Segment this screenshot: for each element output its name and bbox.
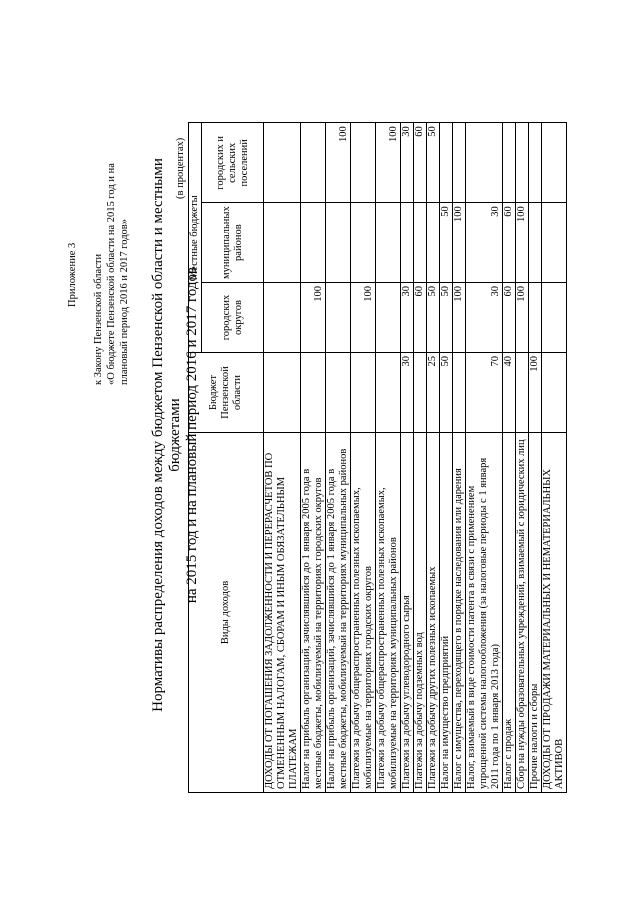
municipal-value-cell bbox=[301, 203, 326, 283]
table-row bbox=[351, 123, 376, 793]
regional-value-cell bbox=[516, 353, 529, 433]
revenue-type-cell: Платежи за добычу общераспространенных полезных ископаемых, мобилизуемые на территориях муниципальных районов bbox=[376, 433, 401, 793]
table-row bbox=[466, 123, 503, 793]
table-row bbox=[301, 123, 326, 793]
table-row bbox=[376, 123, 401, 793]
urban-value-cell: 100 bbox=[453, 283, 466, 353]
regional-value-cell: 25 bbox=[427, 353, 440, 433]
urban-value-cell: 100 bbox=[301, 283, 326, 353]
settlements-value-cell bbox=[351, 123, 376, 203]
settlements-value-cell bbox=[529, 123, 542, 203]
municipal-value-cell bbox=[326, 203, 351, 283]
urban-value-cell: 50 bbox=[440, 283, 453, 353]
unit-label: (в процентах) bbox=[175, 137, 186, 199]
regional-value-cell: 30 bbox=[401, 353, 414, 433]
municipal-value-cell: 100 bbox=[516, 203, 529, 283]
urban-value-cell bbox=[326, 283, 351, 353]
revenue-type-cell: Платежи за добычу общераспространенных полезных ископаемых, мобилизуемые на территориях городских округов bbox=[351, 433, 376, 793]
revenue-type-cell: Налог на прибыль организаций, зачислявшийся до 1 января 2005 года в местные бюджеты, мобилизуемый на территориях городских округов bbox=[301, 433, 326, 793]
revenue-norms-table bbox=[188, 122, 567, 793]
settlements-value-cell: 100 bbox=[376, 123, 401, 203]
settlements-value-cell bbox=[516, 123, 529, 203]
urban-value-cell bbox=[376, 283, 401, 353]
header-settlements: городских и сельских поселений bbox=[202, 123, 264, 203]
urban-value-cell: 60 bbox=[503, 283, 516, 353]
title-line-1: Нормативы распределения доходов между бюджетом Пензенской области и местными бюджетами bbox=[150, 158, 183, 712]
revenue-type-cell: Налог, взимаемый в виде стоимости патента в связи с применением упрощенной системы налогообложения (за налоговые периоды с 1 января 2011 года по 1 января 2013 года) bbox=[466, 433, 503, 793]
revenue-type-cell: Платежи за добычу углеводородного сырья bbox=[401, 433, 414, 793]
header-regional-budget: Бюджет Пензенской области bbox=[189, 353, 264, 433]
table-row bbox=[542, 123, 567, 793]
regional-value-cell bbox=[376, 353, 401, 433]
settlements-value-cell: 30 bbox=[401, 123, 414, 203]
table-row bbox=[503, 123, 516, 793]
urban-value-cell bbox=[264, 283, 301, 353]
urban-value-cell: 100 bbox=[516, 283, 529, 353]
revenue-type-cell: Налог с имущества, переходящего в порядке наследования или дарения bbox=[453, 433, 466, 793]
table-row bbox=[414, 123, 427, 793]
revenue-type-cell: Сбор на нужды образовательных учреждений, взимаемый с юридических лиц bbox=[516, 433, 529, 793]
urban-value-cell bbox=[542, 283, 567, 353]
urban-value-cell: 30 bbox=[466, 283, 503, 353]
municipal-value-cell bbox=[529, 203, 542, 283]
revenue-type-cell: Платежи за добычу других полезных ископаемых bbox=[427, 433, 440, 793]
settlements-value-cell bbox=[503, 123, 516, 203]
municipal-value-cell: 50 bbox=[440, 203, 453, 283]
municipal-value-cell bbox=[414, 203, 427, 283]
revenue-type-cell: Прочие налоги и сборы bbox=[529, 433, 542, 793]
urban-value-cell bbox=[529, 283, 542, 353]
settlements-value-cell bbox=[301, 123, 326, 203]
municipal-value-cell bbox=[351, 203, 376, 283]
settlements-value-cell bbox=[542, 123, 567, 203]
settlements-value-cell bbox=[453, 123, 466, 203]
regional-value-cell bbox=[326, 353, 351, 433]
settlements-value-cell: 50 bbox=[427, 123, 440, 203]
appendix-number: Приложение 3 bbox=[67, 242, 78, 307]
table-row bbox=[440, 123, 453, 793]
urban-value-cell: 50 bbox=[427, 283, 440, 353]
regional-value-cell bbox=[453, 353, 466, 433]
settlements-value-cell: 100 bbox=[326, 123, 351, 203]
table-row bbox=[264, 123, 301, 793]
table-row bbox=[401, 123, 414, 793]
title-line-2: на 2015 год и на плановый период 2016 и 2017 годов bbox=[184, 266, 200, 604]
revenue-type-cell: Налог с продаж bbox=[503, 433, 516, 793]
urban-value-cell: 30 bbox=[401, 283, 414, 353]
urban-value-cell: 60 bbox=[414, 283, 427, 353]
municipal-value-cell bbox=[376, 203, 401, 283]
settlements-value-cell: 60 bbox=[414, 123, 427, 203]
regional-value-cell: 40 bbox=[503, 353, 516, 433]
table-row bbox=[427, 123, 440, 793]
appendix-line-3: плановый период 2016 и 2017 годов» bbox=[119, 219, 130, 385]
header-municipal-districts: муниципальных районов bbox=[202, 203, 264, 283]
municipal-value-cell: 100 bbox=[453, 203, 466, 283]
header-urban-districts: городских округов bbox=[202, 283, 264, 353]
table-row bbox=[326, 123, 351, 793]
urban-value-cell: 100 bbox=[351, 283, 376, 353]
table-row bbox=[529, 123, 542, 793]
revenue-type-cell: Налог на имущество предприятий bbox=[440, 433, 453, 793]
regional-value-cell bbox=[264, 353, 301, 433]
municipal-value-cell bbox=[264, 203, 301, 283]
revenue-type-cell: ДОХОДЫ ОТ ПОГАШЕНИЯ ЗАДОЛЖЕННОСТИ И ПЕРЕРАСЧЕТОВ ПО ОТМЕНЕННЫМ НАЛОГАМ, СБОРАМ И ИНЫМ ОБЯЗАТЕЛЬНЫМ ПЛАТЕЖАМ bbox=[264, 433, 301, 793]
municipal-value-cell: 60 bbox=[503, 203, 516, 283]
regional-value-cell: 70 bbox=[466, 353, 503, 433]
revenue-type-cell: Налог на прибыль организаций, зачислявшийся до 1 января 2005 года в местные бюджеты, мобилизуемый на территориях муниципальных районов bbox=[326, 433, 351, 793]
revenue-type-cell: ДОХОДЫ ОТ ПРОДАЖИ МАТЕРИАЛЬНЫХ И НЕМАТЕРИАЛЬНЫХ АКТИВОВ bbox=[542, 433, 567, 793]
table-body bbox=[264, 123, 567, 793]
municipal-value-cell bbox=[427, 203, 440, 283]
regional-value-cell: 100 bbox=[529, 353, 542, 433]
municipal-value-cell bbox=[401, 203, 414, 283]
municipal-value-cell: 30 bbox=[466, 203, 503, 283]
appendix-line-2: «О бюджете Пензенской области на 2015 год и на bbox=[106, 163, 117, 385]
revenue-type-cell: Платежи за добычу подземных вод bbox=[414, 433, 427, 793]
regional-value-cell: 50 bbox=[440, 353, 453, 433]
header-revenue-type: Виды доходов bbox=[189, 433, 264, 793]
regional-value-cell bbox=[542, 353, 567, 433]
settlements-value-cell bbox=[264, 123, 301, 203]
header-local-budgets: Местные бюджеты bbox=[189, 123, 202, 353]
table-row bbox=[453, 123, 466, 793]
table-row bbox=[516, 123, 529, 793]
regional-value-cell bbox=[414, 353, 427, 433]
municipal-value-cell bbox=[542, 203, 567, 283]
regional-value-cell bbox=[351, 353, 376, 433]
settlements-value-cell bbox=[440, 123, 453, 203]
settlements-value-cell bbox=[466, 123, 503, 203]
regional-value-cell bbox=[301, 353, 326, 433]
appendix-line-1: к Закону Пензенской области bbox=[93, 253, 104, 385]
